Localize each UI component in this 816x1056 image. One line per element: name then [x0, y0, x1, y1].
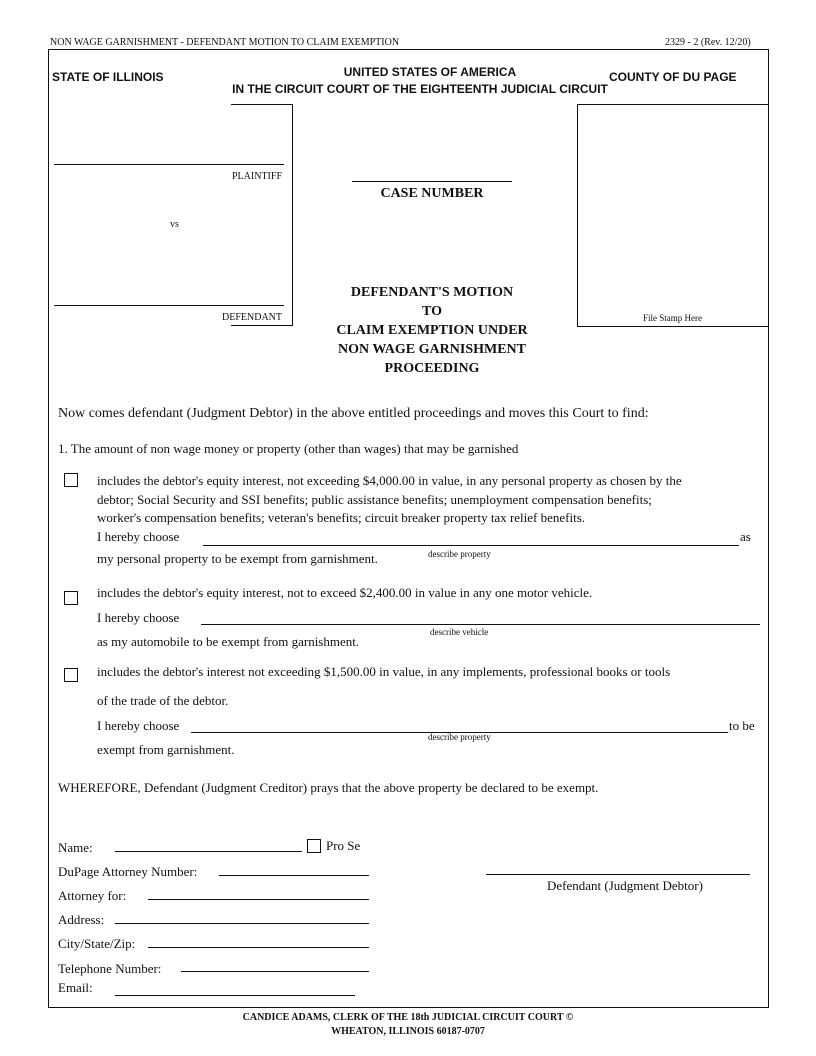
- clerk-footer: CANDICE ADAMS, CLERK OF THE 18th JUDICIAL CIRCUIT COURT ©: [242, 1012, 574, 1023]
- file-stamp-box: [577, 104, 769, 327]
- option-2-choose: I hereby choose: [97, 610, 180, 625]
- defendant-label: DEFENDANT: [222, 312, 282, 323]
- vehicle-field[interactable]: [201, 624, 760, 625]
- motion-title: [282, 283, 582, 378]
- tools-of-trade-checkbox[interactable]: [64, 668, 78, 682]
- motion-title-line: NON WAGE GARNISHMENT: [338, 342, 526, 357]
- defendant-signature-label: Defendant (Judgment Debtor): [547, 878, 703, 893]
- pro-se-checkbox[interactable]: [307, 839, 321, 853]
- option-3-hint: describe property: [428, 732, 491, 742]
- attorney-for-field[interactable]: [148, 899, 369, 900]
- option-1-suffix: as: [740, 529, 751, 544]
- option-3-suffix: to be: [729, 718, 755, 733]
- frame-left: [48, 49, 49, 1008]
- case-number-line[interactable]: [352, 181, 512, 182]
- city-state-zip-label: City/State/Zip:: [58, 936, 136, 951]
- caption-box-top: [231, 104, 292, 105]
- option-1-line: debtor; Social Security and SSI benefits; public assistance benefits; unemployment compensation benefits;: [97, 491, 652, 507]
- option-1-hint: describe property: [428, 549, 491, 559]
- plaintiff-label: PLAINTIFF: [232, 171, 283, 182]
- intro-text: Now comes defendant (Judgment Debtor) in the above entitled proceedings and moves this Court to find:: [58, 406, 649, 421]
- option-1-text: [97, 472, 682, 528]
- county-label: COUNTY OF DU PAGE: [609, 70, 737, 84]
- option-2-hint: describe vehicle: [430, 627, 489, 637]
- motion-title-line: PROCEEDING: [384, 361, 480, 376]
- email-label: Email:: [58, 980, 93, 995]
- option-1-line: worker's compensation benefits; veteran's benefits; circuit breaker property tax relief benefits.: [97, 510, 586, 525]
- option-2-after: as my automobile to be exempt from garnishment.: [97, 634, 360, 649]
- defendant-line: [54, 305, 284, 306]
- option-3-after: exempt from garnishment.: [97, 742, 235, 757]
- motor-vehicle-checkbox[interactable]: [64, 591, 78, 605]
- pro-se-label: Pro Se: [326, 838, 361, 853]
- telephone-field[interactable]: [181, 971, 369, 972]
- top-rule: [48, 49, 769, 50]
- wherefore-text: WHEREFORE, Defendant (Judgment Creditor) prays that the above property be declared to be exempt.: [58, 780, 599, 795]
- telephone-label: Telephone Number:: [58, 961, 162, 976]
- court-label: IN THE CIRCUIT COURT OF THE EIGHTEENTH JUDICIAL CIRCUIT: [232, 82, 608, 96]
- form-number: 2329 - 2 (Rev. 12/20): [665, 37, 751, 48]
- state-label: STATE OF ILLINOIS: [52, 70, 164, 84]
- option-1-line: includes the debtor's equity interest, not exceeding $4,000.00 in value, in any personal property as chosen by the: [97, 473, 682, 488]
- plaintiff-line: [54, 164, 284, 165]
- defendant-signature-line[interactable]: [486, 874, 750, 875]
- address-field[interactable]: [115, 923, 369, 924]
- form-title: NON WAGE GARNISHMENT - DEFENDANT MOTION TO CLAIM EXEMPTION: [50, 37, 400, 48]
- vs-label: vs: [170, 219, 179, 230]
- clerk-address: WHEATON, ILLINOIS 60187-0707: [331, 1026, 485, 1037]
- attorney-number-label: DuPage Attorney Number:: [58, 864, 198, 879]
- motion-title-line: DEFENDANT'S MOTION: [350, 285, 514, 300]
- option-3-text: includes the debtor's interest not exceeding $1,500.00 in value, in any implements, professional books or tools: [97, 664, 671, 679]
- option-1-choose: I hereby choose: [97, 529, 180, 544]
- email-field[interactable]: [115, 995, 355, 996]
- nation-label: UNITED STATES OF AMERICA: [343, 65, 517, 79]
- case-number-label: CASE NUMBER: [380, 186, 484, 201]
- option-1-after: my personal property to be exempt from garnishment.: [97, 551, 378, 566]
- item-1-text: 1. The amount of non wage money or property (other than wages) that may be garnished: [58, 441, 519, 456]
- name-field[interactable]: [115, 851, 302, 852]
- option-3-choose: I hereby choose: [97, 718, 180, 733]
- option-2-text: includes the debtor's equity interest, not to exceed $2,400.00 in value in any one motor vehicle.: [97, 585, 593, 600]
- option-3-text-2: of the trade of the debtor.: [97, 693, 229, 708]
- attorney-for-label: Attorney for:: [58, 888, 127, 903]
- attorney-number-field[interactable]: [219, 875, 369, 876]
- city-state-zip-field[interactable]: [148, 947, 369, 948]
- motion-title-line: CLAIM EXEMPTION UNDER: [336, 323, 528, 338]
- address-label: Address:: [58, 912, 105, 927]
- personal-property-field[interactable]: [203, 545, 739, 546]
- personal-property-checkbox[interactable]: [64, 473, 78, 487]
- bottom-rule: [48, 1007, 769, 1008]
- name-label: Name:: [58, 840, 93, 855]
- motion-title-line: TO: [422, 304, 442, 319]
- file-stamp-label: File Stamp Here: [643, 313, 702, 323]
